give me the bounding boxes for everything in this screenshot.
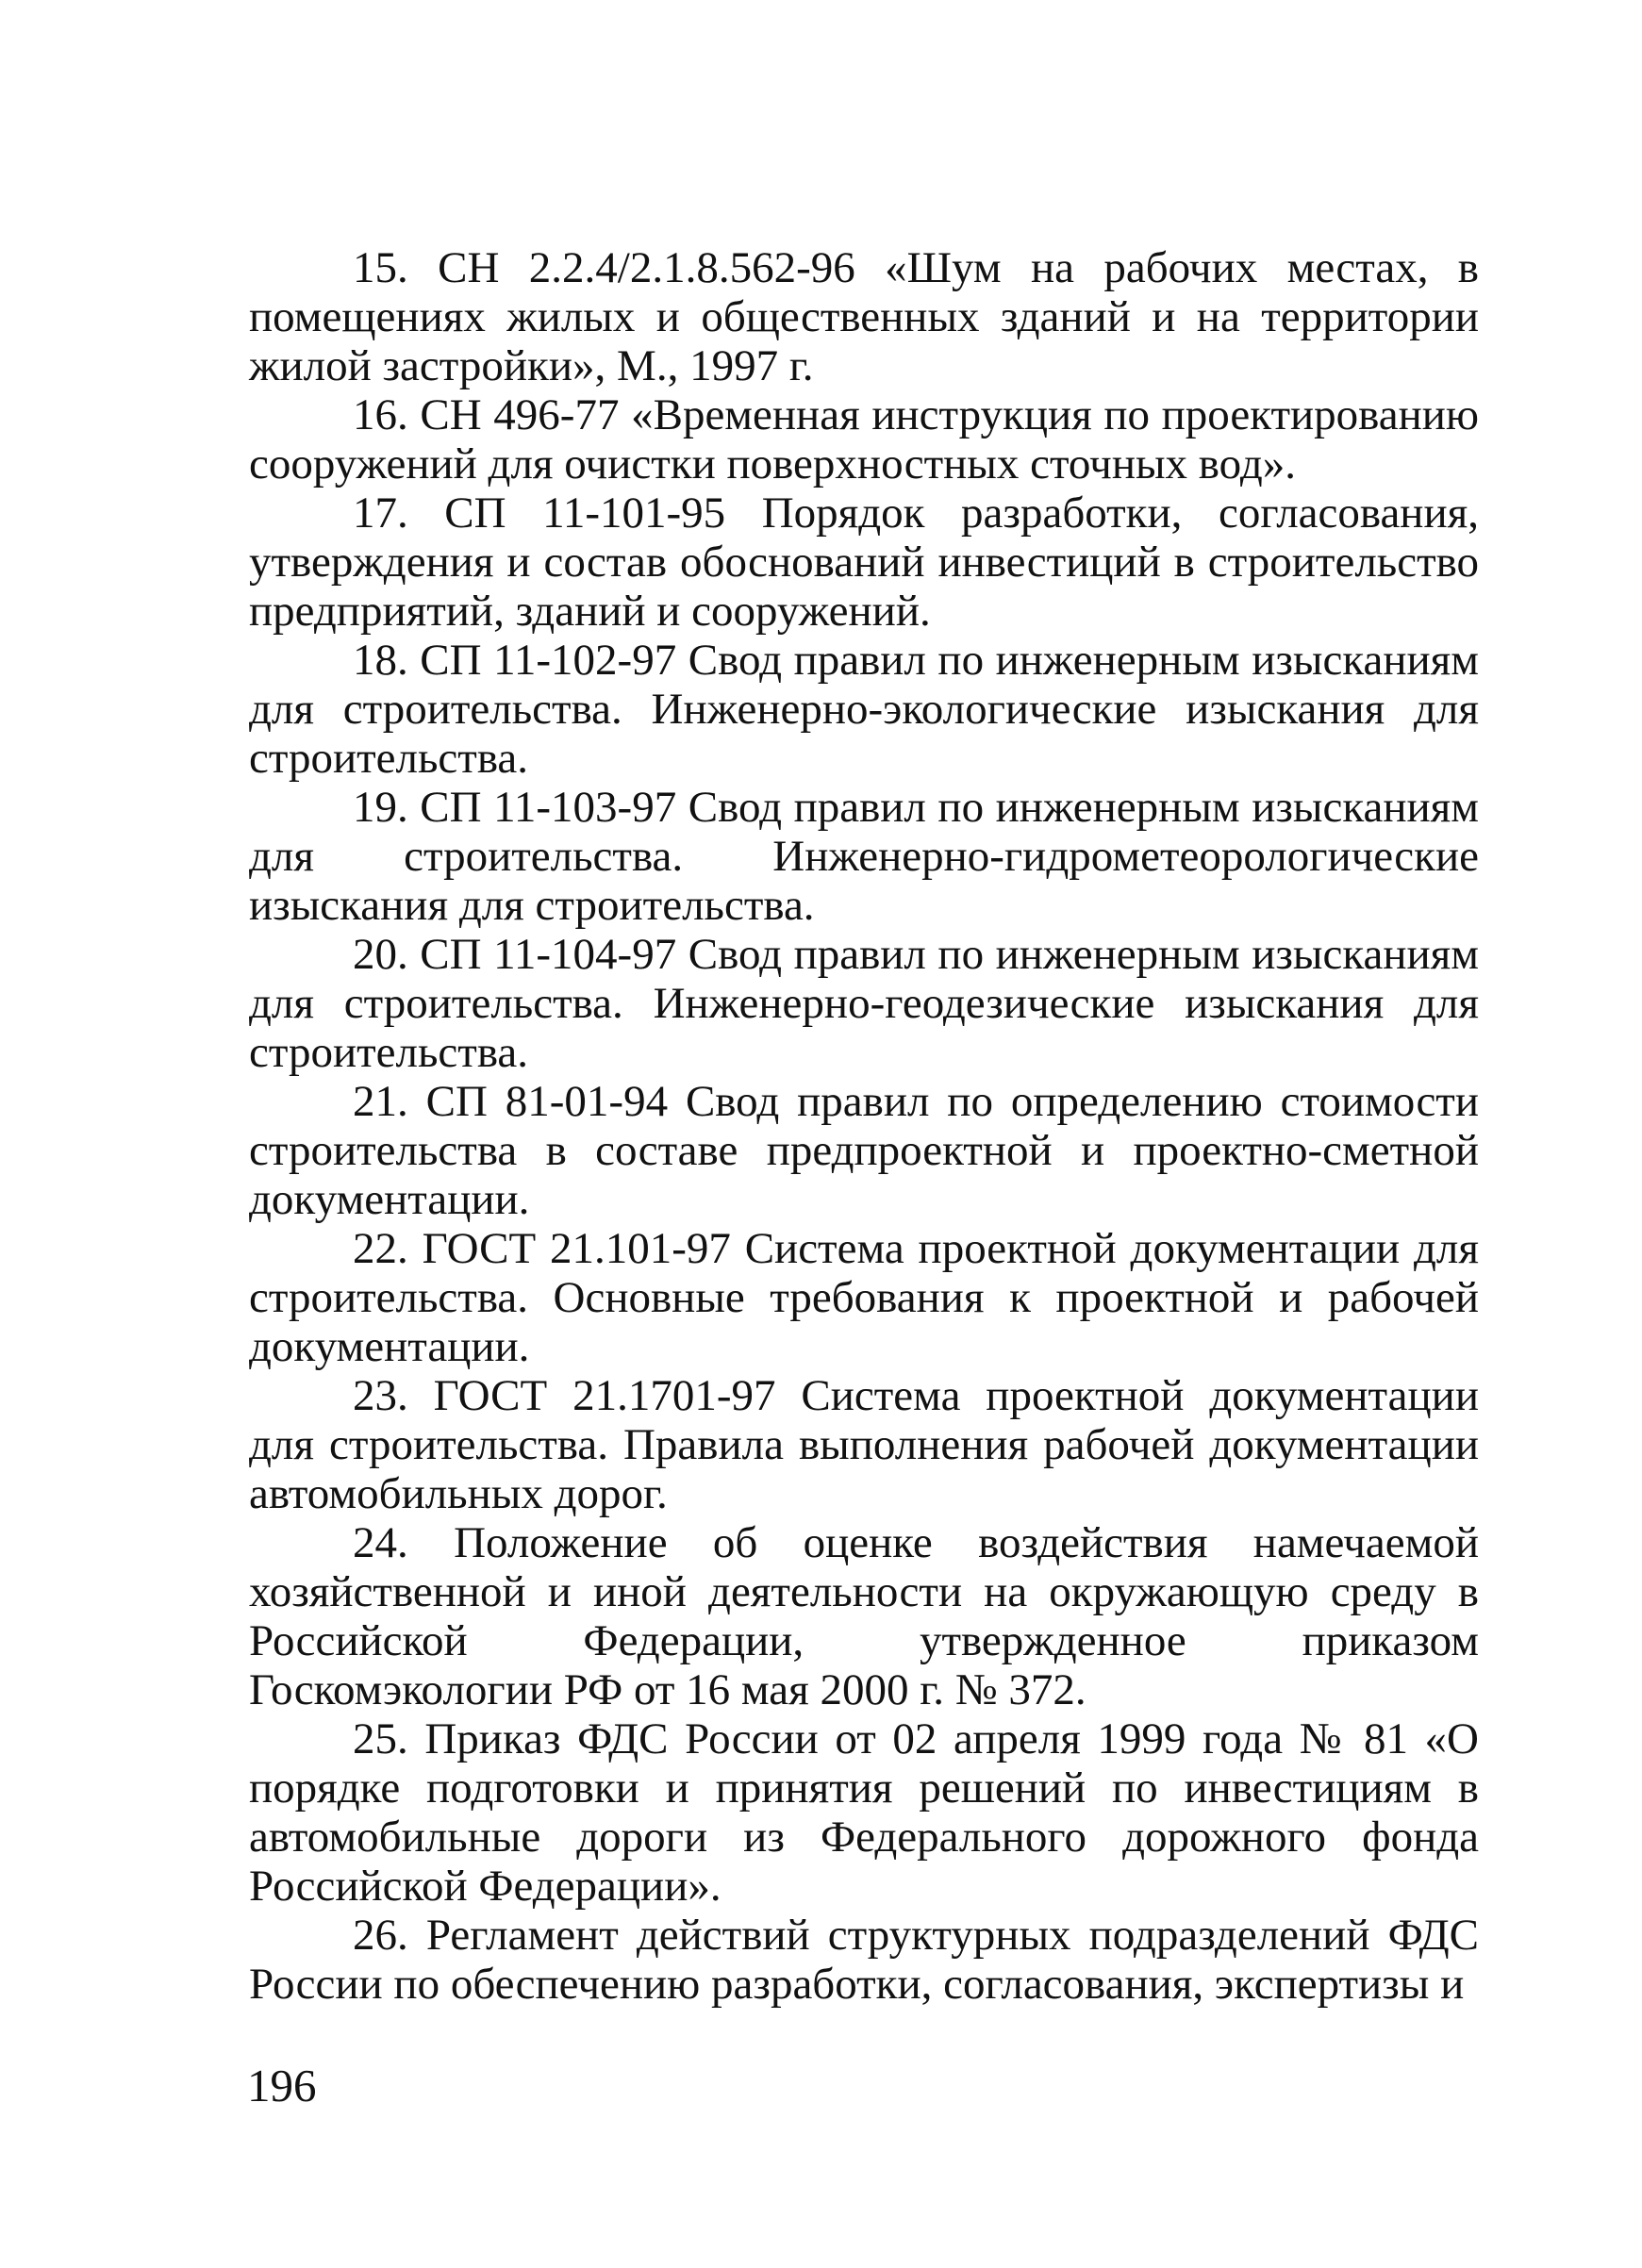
reference-entry-20: 20. СП 11-104-97 Свод правил по инженерным изысканиям для строительства. Инженерно-геодезические изыскания для строительства. — [249, 930, 1479, 1077]
reference-entry-18: 18. СП 11-102-97 Свод правил по инженерным изысканиям для строительства. Инженерно-экологические изыскания для строительства. — [249, 636, 1479, 783]
reference-entry-25: 25. Приказ ФДС России от 02 апреля 1999 года № 81 «О порядке подготовки и принятия решений по инвестициям в автомобильные дороги из Федерального дорожного фонда Российской Федерации». — [249, 1714, 1479, 1911]
reference-entry-15: 15. СН 2.2.4/2.1.8.562-96 «Шум на рабочих местах, в помещениях жилых и общественных зданий и на территории жилой застройки», М., 1997 г. — [249, 243, 1479, 390]
reference-entry-21: 21. СП 81-01-94 Свод правил по определению стоимости строительства в составе предпроектной и проектно-сметной документации. — [249, 1077, 1479, 1224]
reference-entry-23: 23. ГОСТ 21.1701-97 Система проектной документации для строительства. Правила выполнения рабочей документации автомобильных дорог. — [249, 1371, 1479, 1518]
reference-entry-17: 17. СП 11-101-95 Порядок разработки, согласования, утверждения и состав обоснований инвестиций в строительство предприятий, зданий и сооружений. — [249, 488, 1479, 636]
reference-entry-22: 22. ГОСТ 21.101-97 Система проектной документации для строительства. Основные требования к проектной и рабочей документации. — [249, 1224, 1479, 1371]
reference-entry-26: 26. Регламент действий структурных подразделений ФДС России по обеспечению разработки, согласования, экспертизы и — [249, 1911, 1479, 2009]
reference-entry-19: 19. СП 11-103-97 Свод правил по инженерным изысканиям для строительства. Инженерно-гидрометеорологические изыскания для строительства. — [249, 783, 1479, 930]
page-number: 196 — [247, 2060, 317, 2111]
reference-entry-16: 16. СН 496-77 «Временная инструкция по проектированию сооружений для очистки поверхностных сточных вод». — [249, 390, 1479, 488]
reference-list — [249, 243, 1479, 2009]
reference-entry-24: 24. Положение об оценке воздействия намечаемой хозяйственной и иной деятельности на окружающую среду в Российской Федерации, утвержденное приказом Госкомэкологии РФ от 16 мая 2000 г. № 372. — [249, 1518, 1479, 1714]
